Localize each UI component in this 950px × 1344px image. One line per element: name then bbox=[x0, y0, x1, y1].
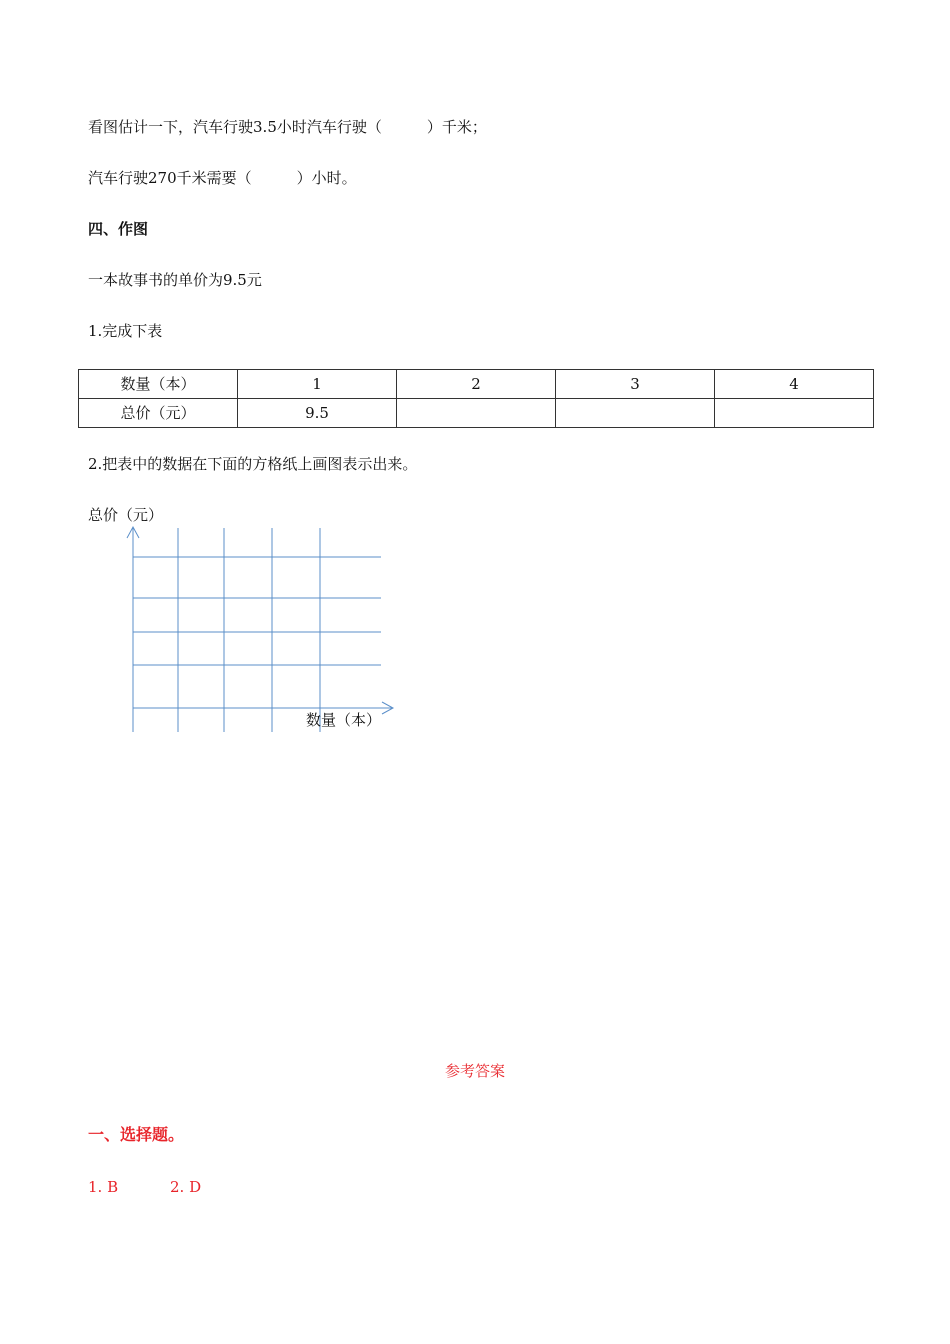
table-cell: 9.5 bbox=[238, 399, 397, 428]
x-axis-label: 数量（本） bbox=[306, 711, 382, 729]
task-complete-table: 1.完成下表 bbox=[88, 322, 163, 340]
y-axis-label: 总价（元） bbox=[88, 506, 164, 524]
answer-item-1: 1. B bbox=[88, 1178, 119, 1196]
answer-section-title: 一、选择题。 bbox=[88, 1125, 185, 1144]
table-cell: 2 bbox=[397, 370, 556, 399]
section-title-drawing: 四、作图 bbox=[88, 220, 149, 238]
table-cell: 1 bbox=[238, 370, 397, 399]
answer-key-title: 参考答案 bbox=[444, 1062, 505, 1080]
task-draw-graph: 2.把表中的数据在下面的方格纸上画图表示出来。 bbox=[88, 455, 418, 473]
question-time: 汽车行驶270千米需要（ ）小时。 bbox=[88, 169, 357, 187]
section-intro: 一本故事书的单价为9.5元 bbox=[88, 271, 262, 289]
table-cell: 4 bbox=[715, 370, 874, 399]
table-cell: 3 bbox=[556, 370, 715, 399]
table-cell: 总价（元） bbox=[79, 399, 238, 428]
answer-item-2: 2. D bbox=[170, 1178, 202, 1196]
table-cell: 数量（本） bbox=[79, 370, 238, 399]
question-distance: 看图估计一下，汽车行驶3.5小时汽车行驶（ ）千米； bbox=[88, 118, 487, 136]
